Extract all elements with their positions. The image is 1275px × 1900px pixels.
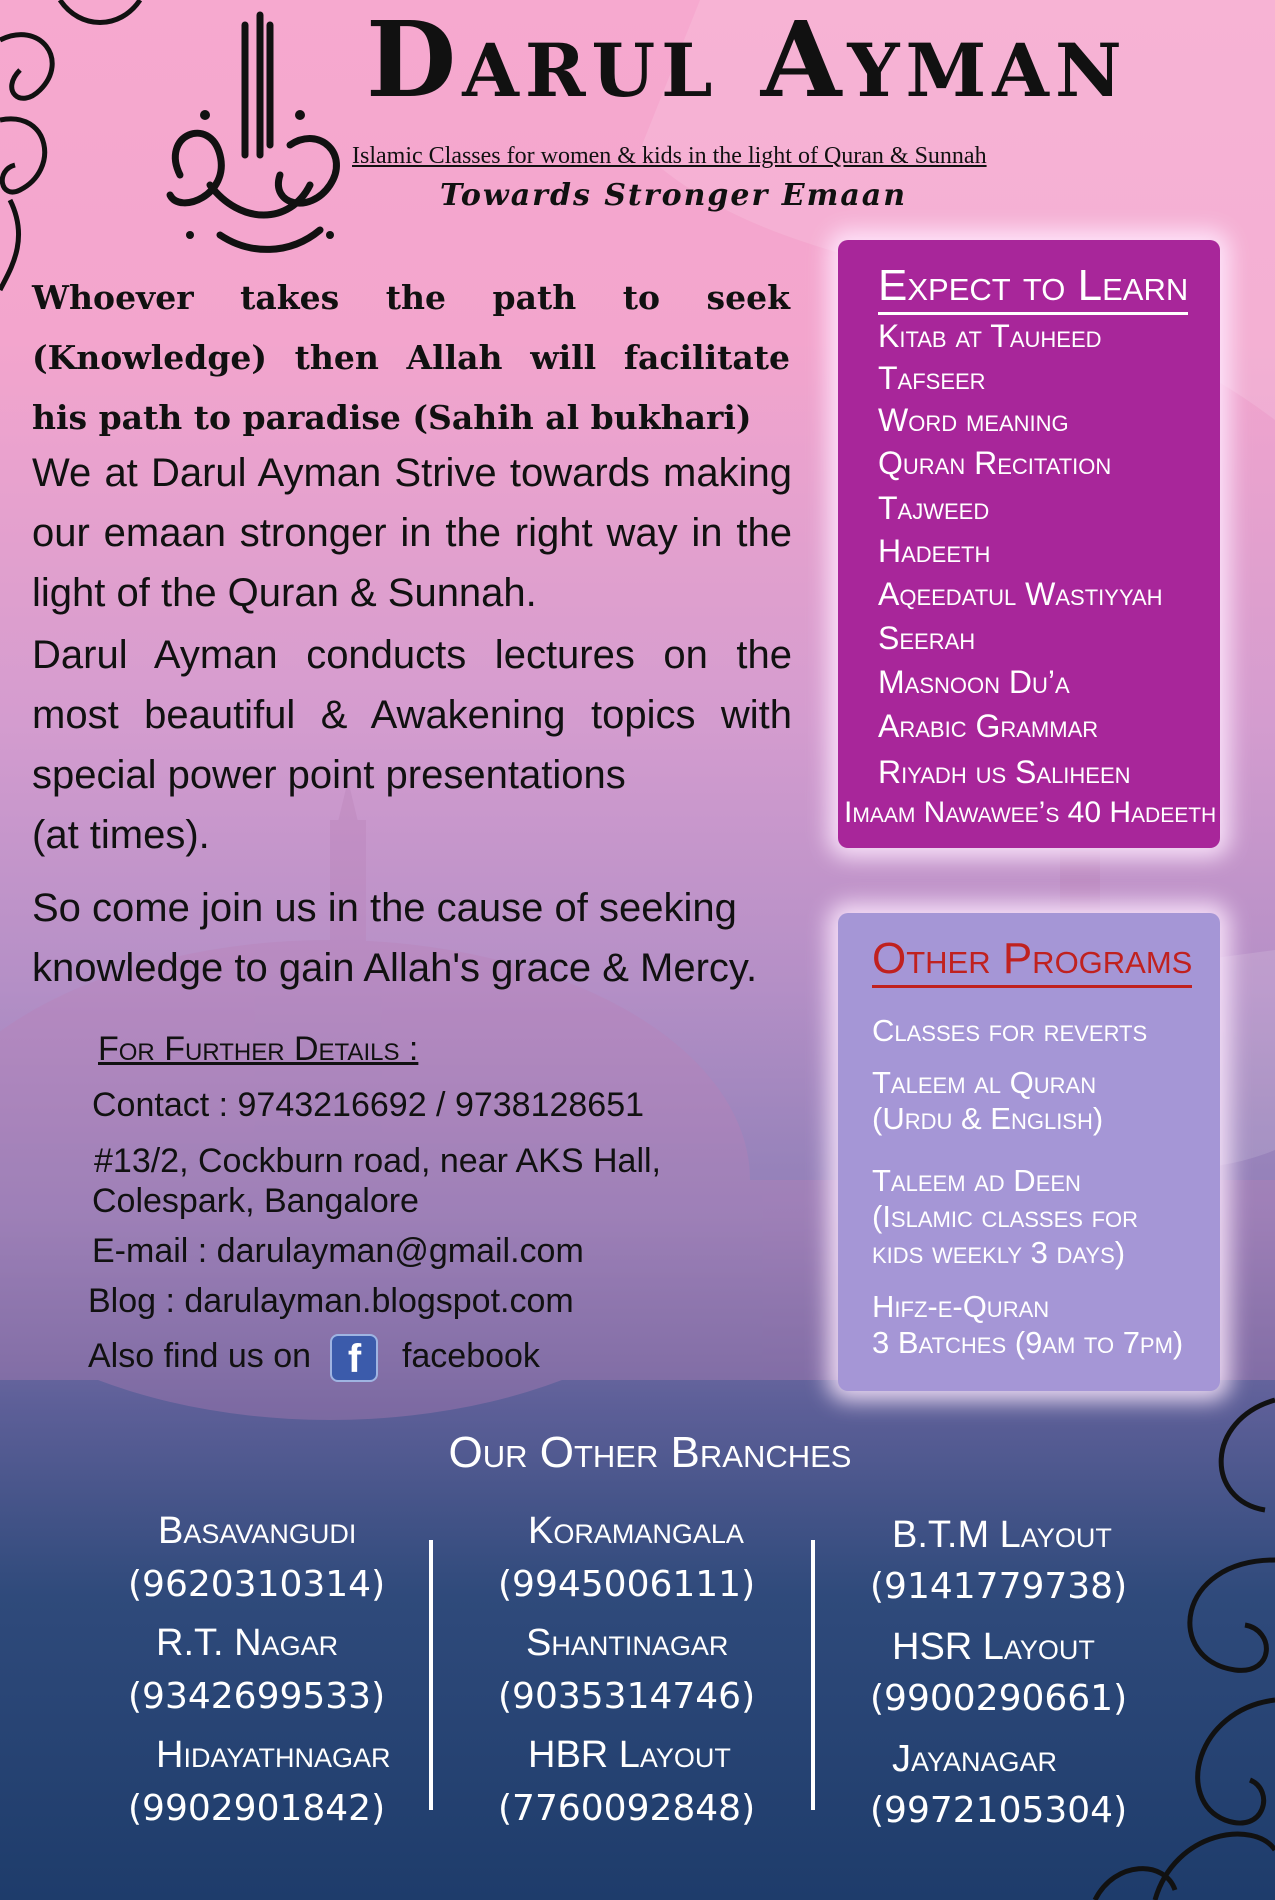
learn-item: Hadeeth xyxy=(878,533,991,569)
program-item: Classes for reverts xyxy=(872,1013,1148,1048)
branch-name: R.T. Nagar xyxy=(156,1622,339,1664)
branch-name: Jayanagar xyxy=(892,1738,1058,1780)
branch-phone: (9972105304) xyxy=(870,1790,1128,1831)
learn-item: Quran Recitation xyxy=(878,445,1112,481)
branch-phone: (7760092848) xyxy=(498,1788,756,1829)
contact-blog[interactable]: Blog : darulayman.blogspot.com xyxy=(88,1282,574,1320)
learn-item: Masnoon Du’a xyxy=(878,664,1070,700)
arabic-calligraphy-logo xyxy=(150,5,350,265)
intro-paragraph-1: We at Darul Ayman Strive towards making our emaan stronger in the right way in the light of the Quran & Sunnah. xyxy=(32,451,792,615)
corner-swirl-ornament-top-left xyxy=(0,0,170,300)
learn-item: Imaam Nawawee’s 40 Hadeeth xyxy=(844,796,1217,829)
learn-item: Word meaning xyxy=(878,402,1069,438)
learn-item: Riyadh us Saliheen xyxy=(878,754,1131,790)
learn-item: Seerah xyxy=(878,620,976,656)
branch-name: Basavangudi xyxy=(158,1510,357,1552)
page-title: Darul Ayman xyxy=(366,0,1128,121)
branch-phone: (9141779738) xyxy=(870,1566,1128,1607)
facebook-link[interactable]: facebook xyxy=(401,1336,540,1375)
other-programs-box xyxy=(838,913,1220,1391)
learn-item: Arabic Grammar xyxy=(878,708,1099,744)
branch-divider xyxy=(811,1540,815,1810)
learn-item: Kitab at Tauheed xyxy=(878,318,1102,354)
program-item: Hifz-e-Quran 3 Batches (9am to 7pm) xyxy=(872,1289,1184,1360)
program-item: Taleem al Quran (Urdu & English) xyxy=(872,1065,1104,1136)
learn-item: Aqeedatul Wastiyyah xyxy=(878,576,1163,612)
branch-divider xyxy=(429,1540,433,1810)
other-programs-heading: Other Programs xyxy=(872,933,1192,988)
branches-heading: Our Other Branches xyxy=(448,1428,852,1477)
branch-name: Koramangala xyxy=(528,1510,744,1552)
branch-name: HSR Layout xyxy=(892,1626,1095,1668)
contact-email[interactable]: E-mail : darulayman@gmail.com xyxy=(92,1232,584,1270)
hadith-quote: Whoever takes the path to seek (Knowledge) then Allah will facilitate his path to paradise (Sahih al bukhari) xyxy=(32,278,790,437)
expect-to-learn-box xyxy=(838,240,1220,848)
intro-paragraph-3: So come join us in the cause of seeking knowledge to gain Allah's grace & Mercy. xyxy=(32,886,758,990)
program-item: Taleem ad Deen (Islamic classes for kids weekly 3 days) xyxy=(872,1163,1139,1270)
branch-phone: (9902901842) xyxy=(128,1788,386,1829)
social-row xyxy=(88,1334,540,1382)
branch-name: B.T.M Layout xyxy=(892,1514,1112,1556)
branch-phone: (9035314746) xyxy=(498,1676,756,1717)
branch-name: HBR Layout xyxy=(528,1734,731,1776)
branch-name: Hidayathnagar xyxy=(156,1734,391,1776)
contact-heading: For Further Details : xyxy=(98,1030,419,1068)
contact-address-line1: #13/2, Cockburn road, near AKS Hall, xyxy=(94,1142,661,1180)
page-subtitle: Islamic Classes for women & kids in the light of Quran & Sunnah xyxy=(352,143,987,169)
contact-phone: Contact : 9743216692 / 9738128651 xyxy=(92,1086,645,1124)
intro-paragraph-2 xyxy=(32,625,792,865)
contact-address-line2: Colespark, Bangalore xyxy=(92,1182,419,1220)
branch-phone: (9620310314) xyxy=(128,1564,386,1605)
facebook-icon[interactable]: f xyxy=(330,1334,378,1382)
intro-paragraph-2-note: (at times). xyxy=(32,813,210,857)
branch-phone: (9900290661) xyxy=(870,1678,1128,1719)
learn-item: Tafseer xyxy=(878,360,986,396)
intro-paragraph-2-text: Darul Ayman conducts lectures on the most beautiful & Awakening topics with special power point presentations xyxy=(32,633,792,797)
branch-name: Shantinagar xyxy=(526,1622,729,1664)
social-prefix: Also find us on xyxy=(88,1336,312,1375)
tagline: Towards Stronger Emaan xyxy=(440,178,908,213)
expect-to-learn-heading: Expect to Learn xyxy=(878,260,1188,315)
branch-phone: (9945006111) xyxy=(498,1564,756,1605)
learn-item: Tajweed xyxy=(878,490,990,526)
branch-phone: (9342699533) xyxy=(128,1676,386,1717)
